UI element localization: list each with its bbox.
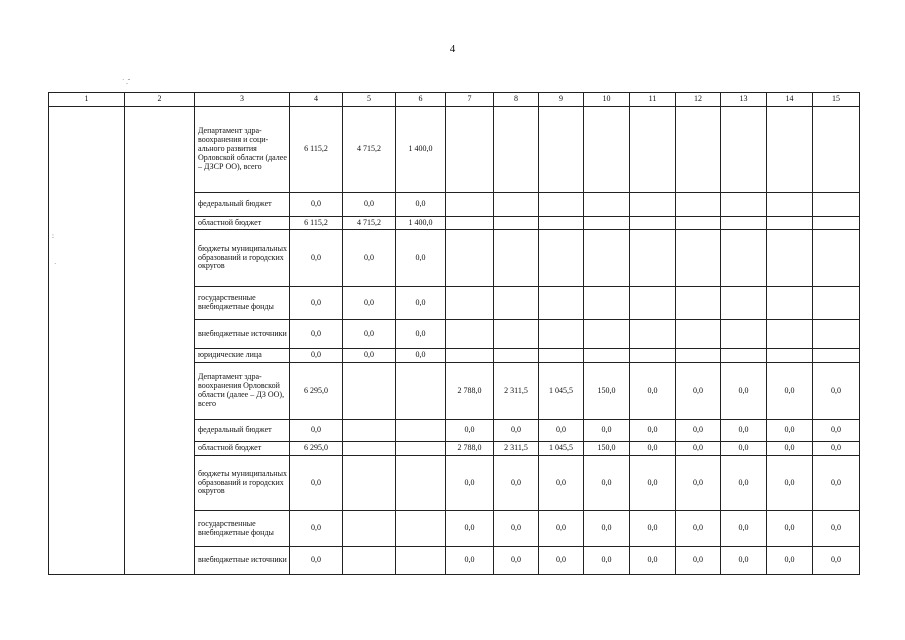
value-cell-col-8: 0,0 (494, 420, 539, 442)
column-number-2: 2 (125, 93, 195, 107)
scan-artifact: ˙ (54, 262, 57, 270)
value-cell-col-15: 0,0 (813, 511, 860, 547)
funding-source-label: бюджеты муниципальных образований и городских округов (195, 230, 290, 287)
value-cell-col-13 (721, 230, 767, 287)
value-cell-col-10 (584, 217, 630, 230)
value-cell-col-9: 0,0 (539, 547, 584, 575)
value-cell-col-10: 0,0 (584, 511, 630, 547)
value-cell-col-13: 0,0 (721, 363, 767, 420)
value-cell-col-7 (446, 320, 494, 349)
value-cell-col-7: 2 788,0 (446, 363, 494, 420)
value-cell-col-11 (630, 287, 676, 320)
value-cell-col-6 (396, 547, 446, 575)
value-cell-col-5 (343, 442, 396, 456)
value-cell-col-5: 0,0 (343, 349, 396, 363)
value-cell-col-15 (813, 230, 860, 287)
funding-source-label: бюджеты муниципальных образований и городских округов (195, 456, 290, 511)
value-cell-col-6: 0,0 (396, 193, 446, 217)
table-row (49, 107, 860, 193)
value-cell-col-12: 0,0 (676, 547, 721, 575)
value-cell-col-15: 0,0 (813, 363, 860, 420)
value-cell-col-14 (767, 349, 813, 363)
value-cell-col-6: 0,0 (396, 287, 446, 320)
value-cell-col-11: 0,0 (630, 442, 676, 456)
value-cell-col-13: 0,0 (721, 511, 767, 547)
value-cell-col-12: 0,0 (676, 456, 721, 511)
column-number-11: 11 (630, 93, 676, 107)
value-cell-col-13 (721, 217, 767, 230)
value-cell-col-7: 2 788,0 (446, 442, 494, 456)
value-cell-col-9: 0,0 (539, 511, 584, 547)
value-cell-col-9 (539, 230, 584, 287)
value-cell-col-4: 0,0 (290, 320, 343, 349)
value-cell-col-7 (446, 287, 494, 320)
value-cell-col-8: 0,0 (494, 547, 539, 575)
value-cell-col-6: 0,0 (396, 230, 446, 287)
funding-source-label: государственные внебюджетные фонды (195, 287, 290, 320)
budget-table (48, 92, 860, 575)
column-number-13: 13 (721, 93, 767, 107)
value-cell-col-13: 0,0 (721, 456, 767, 511)
value-cell-col-5: 0,0 (343, 320, 396, 349)
value-cell-col-11 (630, 107, 676, 193)
value-cell-col-14: 0,0 (767, 547, 813, 575)
page-number: 4 (449, 43, 456, 55)
value-cell-col-14: 0,0 (767, 420, 813, 442)
column-number-4: 4 (290, 93, 343, 107)
value-cell-col-11: 0,0 (630, 456, 676, 511)
value-cell-col-13: 0,0 (721, 442, 767, 456)
column-number-9: 9 (539, 93, 584, 107)
funding-source-label: государственные внебюджетные фонды (195, 511, 290, 547)
value-cell-col-8 (494, 349, 539, 363)
value-cell-col-8 (494, 107, 539, 193)
value-cell-col-5: 4 715,2 (343, 107, 396, 193)
value-cell-col-13 (721, 320, 767, 349)
value-cell-col-4: 6 115,2 (290, 107, 343, 193)
value-cell-col-4: 0,0 (290, 420, 343, 442)
column-2-cell (125, 107, 195, 575)
value-cell-col-13: 0,0 (721, 420, 767, 442)
value-cell-col-9 (539, 107, 584, 193)
column-number-14: 14 (767, 93, 813, 107)
funding-source-label: юридические лица (195, 349, 290, 363)
value-cell-col-6: 1 400,0 (396, 217, 446, 230)
value-cell-col-13: 0,0 (721, 547, 767, 575)
funding-source-label: федеральный бюджет (195, 193, 290, 217)
value-cell-col-4: 0,0 (290, 511, 343, 547)
value-cell-col-10: 0,0 (584, 547, 630, 575)
value-cell-col-14 (767, 107, 813, 193)
value-cell-col-8 (494, 320, 539, 349)
value-cell-col-6 (396, 456, 446, 511)
value-cell-col-9 (539, 287, 584, 320)
value-cell-col-4: 0,0 (290, 349, 343, 363)
value-cell-col-14: 0,0 (767, 456, 813, 511)
column-number-10: 10 (584, 93, 630, 107)
value-cell-col-9: 0,0 (539, 456, 584, 511)
funding-source-label: Департамент здравоохранения Орловской области (далее – ДЗ ОО), всего (195, 363, 290, 420)
value-cell-col-12: 0,0 (676, 363, 721, 420)
value-cell-col-10 (584, 349, 630, 363)
value-cell-col-6: 0,0 (396, 349, 446, 363)
value-cell-col-7 (446, 107, 494, 193)
value-cell-col-7 (446, 349, 494, 363)
value-cell-col-10 (584, 107, 630, 193)
value-cell-col-5: 0,0 (343, 230, 396, 287)
value-cell-col-14 (767, 230, 813, 287)
value-cell-col-8: 2 311,5 (494, 442, 539, 456)
value-cell-col-10 (584, 230, 630, 287)
value-cell-col-12 (676, 349, 721, 363)
value-cell-col-12: 0,0 (676, 511, 721, 547)
funding-source-label: внебюджетные источники (195, 547, 290, 575)
value-cell-col-6: 0,0 (396, 320, 446, 349)
value-cell-col-9 (539, 320, 584, 349)
value-cell-col-14 (767, 287, 813, 320)
value-cell-col-9 (539, 217, 584, 230)
value-cell-col-15: 0,0 (813, 547, 860, 575)
value-cell-col-9 (539, 193, 584, 217)
value-cell-col-14: 0,0 (767, 363, 813, 420)
value-cell-col-10 (584, 287, 630, 320)
value-cell-col-4: 0,0 (290, 547, 343, 575)
value-cell-col-14: 0,0 (767, 442, 813, 456)
value-cell-col-10: 150,0 (584, 363, 630, 420)
value-cell-col-6 (396, 420, 446, 442)
value-cell-col-5: 0,0 (343, 287, 396, 320)
value-cell-col-7 (446, 193, 494, 217)
value-cell-col-10: 0,0 (584, 456, 630, 511)
column-1-cell (49, 107, 125, 575)
funding-source-label: федеральный бюджет (195, 420, 290, 442)
column-number-3: 3 (195, 93, 290, 107)
scan-artifact: ˙ .ˇ (122, 78, 131, 86)
value-cell-col-12: 0,0 (676, 420, 721, 442)
value-cell-col-8 (494, 287, 539, 320)
value-cell-col-13 (721, 287, 767, 320)
value-cell-col-8: 2 311,5 (494, 363, 539, 420)
value-cell-col-4: 0,0 (290, 193, 343, 217)
value-cell-col-6 (396, 442, 446, 456)
value-cell-col-12 (676, 320, 721, 349)
value-cell-col-8 (494, 193, 539, 217)
value-cell-col-4: 0,0 (290, 287, 343, 320)
value-cell-col-15: 0,0 (813, 420, 860, 442)
value-cell-col-15 (813, 287, 860, 320)
value-cell-col-10: 150,0 (584, 442, 630, 456)
value-cell-col-5: 4 715,2 (343, 217, 396, 230)
value-cell-col-15 (813, 107, 860, 193)
value-cell-col-6: 1 400,0 (396, 107, 446, 193)
scan-artifact: : (52, 232, 54, 240)
value-cell-col-8: 0,0 (494, 511, 539, 547)
value-cell-col-6 (396, 511, 446, 547)
value-cell-col-6 (396, 363, 446, 420)
value-cell-col-11 (630, 217, 676, 230)
value-cell-col-15 (813, 193, 860, 217)
value-cell-col-11: 0,0 (630, 363, 676, 420)
value-cell-col-4: 6 115,2 (290, 217, 343, 230)
column-number-5: 5 (343, 93, 396, 107)
column-number-12: 12 (676, 93, 721, 107)
value-cell-col-15 (813, 217, 860, 230)
value-cell-col-14 (767, 217, 813, 230)
funding-source-label: внебюджетные источники (195, 320, 290, 349)
value-cell-col-11 (630, 193, 676, 217)
column-number-1: 1 (49, 93, 125, 107)
value-cell-col-15 (813, 349, 860, 363)
value-cell-col-8: 0,0 (494, 456, 539, 511)
value-cell-col-8 (494, 217, 539, 230)
value-cell-col-11 (630, 349, 676, 363)
value-cell-col-12 (676, 230, 721, 287)
value-cell-col-4: 6 295,0 (290, 363, 343, 420)
value-cell-col-14: 0,0 (767, 511, 813, 547)
value-cell-col-7: 0,0 (446, 420, 494, 442)
value-cell-col-8 (494, 230, 539, 287)
value-cell-col-7: 0,0 (446, 456, 494, 511)
column-number-7: 7 (446, 93, 494, 107)
header-row (49, 93, 860, 107)
value-cell-col-7 (446, 217, 494, 230)
value-cell-col-10 (584, 320, 630, 349)
value-cell-col-5 (343, 420, 396, 442)
value-cell-col-9 (539, 349, 584, 363)
column-number-6: 6 (396, 93, 446, 107)
value-cell-col-11: 0,0 (630, 511, 676, 547)
value-cell-col-5: 0,0 (343, 193, 396, 217)
value-cell-col-9: 0,0 (539, 420, 584, 442)
column-number-8: 8 (494, 93, 539, 107)
value-cell-col-15 (813, 320, 860, 349)
value-cell-col-11 (630, 320, 676, 349)
value-cell-col-7: 0,0 (446, 547, 494, 575)
value-cell-col-12 (676, 193, 721, 217)
value-cell-col-10: 0,0 (584, 420, 630, 442)
value-cell-col-9: 1 045,5 (539, 363, 584, 420)
funding-source-label: Департамент здравоохранения и социального развития Орловской области (далее – ДЗСР ОО), всего (195, 107, 290, 193)
value-cell-col-11 (630, 230, 676, 287)
value-cell-col-10 (584, 193, 630, 217)
value-cell-col-12 (676, 287, 721, 320)
value-cell-col-11: 0,0 (630, 547, 676, 575)
value-cell-col-11: 0,0 (630, 420, 676, 442)
value-cell-col-4: 0,0 (290, 230, 343, 287)
value-cell-col-7 (446, 230, 494, 287)
value-cell-col-12 (676, 107, 721, 193)
value-cell-col-13 (721, 107, 767, 193)
value-cell-col-9: 1 045,5 (539, 442, 584, 456)
value-cell-col-15: 0,0 (813, 442, 860, 456)
value-cell-col-5 (343, 511, 396, 547)
value-cell-col-14 (767, 320, 813, 349)
value-cell-col-4: 0,0 (290, 456, 343, 511)
value-cell-col-12: 0,0 (676, 442, 721, 456)
value-cell-col-13 (721, 349, 767, 363)
funding-source-label: областной бюджет (195, 217, 290, 230)
value-cell-col-15: 0,0 (813, 456, 860, 511)
value-cell-col-5 (343, 456, 396, 511)
value-cell-col-13 (721, 193, 767, 217)
column-number-15: 15 (813, 93, 860, 107)
value-cell-col-14 (767, 193, 813, 217)
value-cell-col-5 (343, 363, 396, 420)
value-cell-col-4: 6 295,0 (290, 442, 343, 456)
funding-source-label: областной бюджет (195, 442, 290, 456)
value-cell-col-7: 0,0 (446, 511, 494, 547)
value-cell-col-12 (676, 217, 721, 230)
value-cell-col-5 (343, 547, 396, 575)
